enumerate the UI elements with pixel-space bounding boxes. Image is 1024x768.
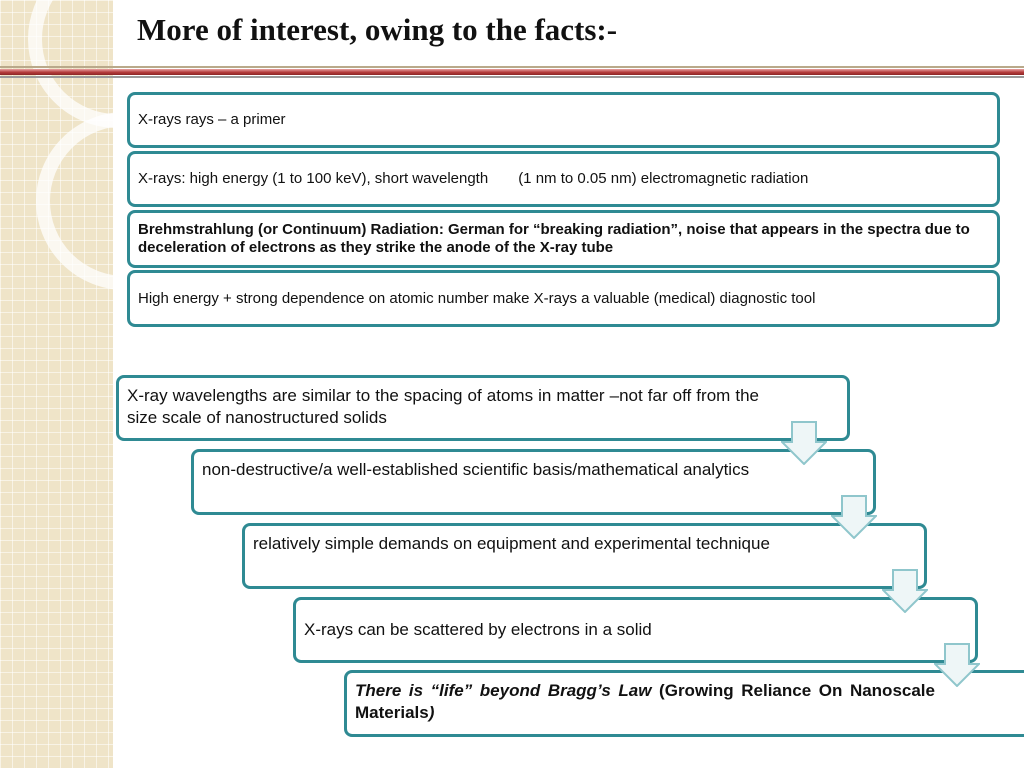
down-arrow-icon — [882, 569, 928, 613]
process-step-4 — [293, 597, 978, 663]
page-title: More of interest, owing to the facts:- — [137, 12, 618, 47]
step-text: non-destructive/a well-established scientific basis/mathematical analytics — [202, 460, 750, 479]
fact-text: X-rays: high energy (1 to 100 keV), short wavelength (1 nm to 0.05 nm) electromagnetic radiation — [138, 170, 809, 187]
fact-box-primer — [127, 92, 1000, 148]
decorative-side-band — [0, 0, 113, 768]
process-step-1 — [116, 375, 850, 441]
step-text: X-rays can be scattered by electrons in a solid — [304, 620, 652, 639]
down-arrow-icon — [831, 495, 877, 539]
fact-box-diagnostic — [127, 270, 1000, 327]
decorative-ring — [28, 0, 113, 128]
title-divider — [0, 76, 1024, 78]
process-step-2 — [191, 449, 876, 515]
process-step-final — [344, 670, 1024, 737]
fact-box-energy — [127, 151, 1000, 207]
title-divider — [0, 66, 1024, 68]
fact-box-brehmstrahlung — [127, 210, 1000, 268]
down-arrow-icon — [781, 421, 827, 465]
decorative-ring — [36, 112, 113, 290]
title-divider-accent — [0, 69, 1024, 75]
process-step-3 — [242, 523, 927, 589]
fact-text: Brehmstrahlung (or Continuum) Radiation: German for “breaking radiation”, noise that appears in the spectra due to deceleration of electrons as they strike the anode of the X-ray tube — [138, 221, 970, 256]
fact-text: X-rays rays – a primer — [138, 111, 286, 128]
fact-text: High energy + strong dependence on atomic number make X-rays a valuable (medical) diagnostic tool — [138, 289, 816, 307]
down-arrow-icon — [934, 643, 980, 687]
step-text: X-ray wavelengths are similar to the spacing of atoms in matter –not far off from the size scale of nanostructured solids — [127, 386, 759, 427]
step-text: relatively simple demands on equipment and experimental technique — [253, 534, 770, 553]
step-text: There is “life” beyond Bragg’s Law (Growing Reliance On Nanoscale Materials) — [355, 681, 935, 722]
